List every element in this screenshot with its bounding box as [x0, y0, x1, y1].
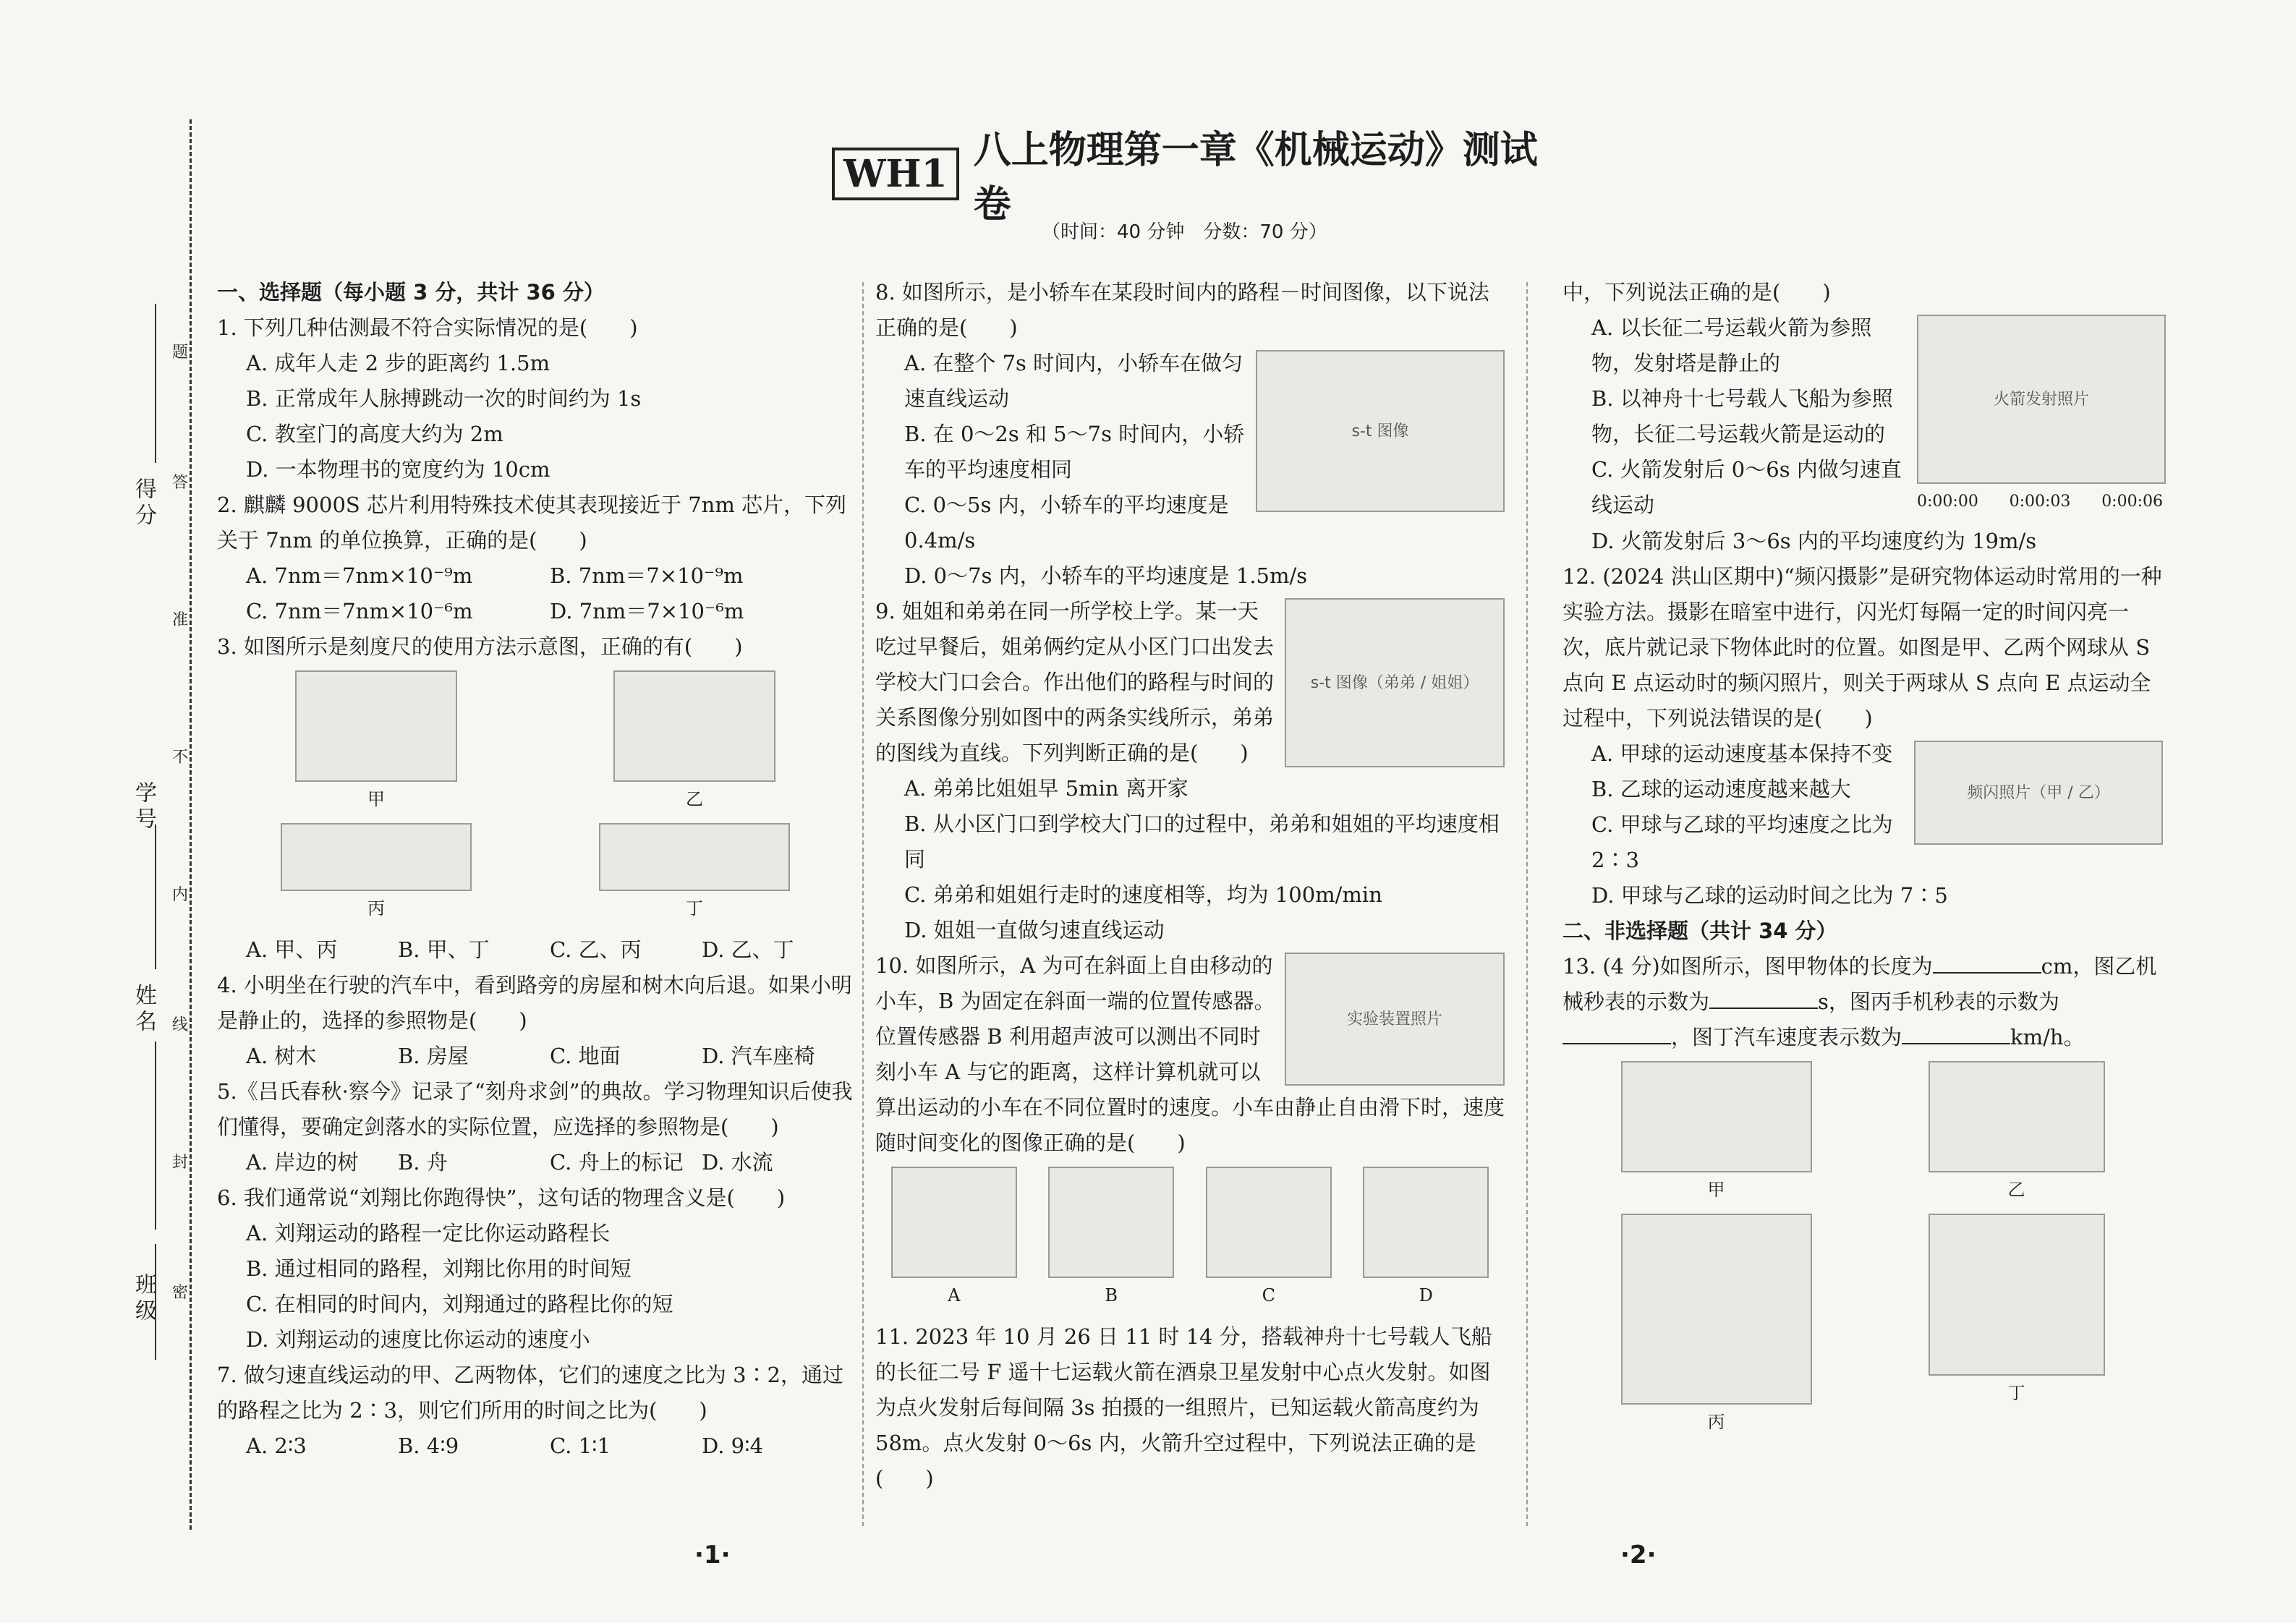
question-5: [217, 1074, 854, 1180]
question-6: [217, 1180, 854, 1358]
question-7: [217, 1358, 854, 1464]
page-number: ·2·: [1620, 1541, 1657, 1569]
option[interactable]: C. 1∶1: [550, 1434, 611, 1458]
figure-caption: 甲: [367, 789, 385, 809]
s-t-graph-figure: s-t 图像（弟弟 / 姐姐）: [1285, 598, 1505, 767]
v-t-graph-c: [1206, 1167, 1332, 1278]
option[interactable]: B. 舟: [398, 1150, 448, 1175]
seal-char: 答: [172, 474, 189, 492]
question-1: [217, 310, 854, 487]
question-stem: 8. 如图所示，是小轿车在某段时间内的路程－时间图像，以下说法正确的是( ): [875, 280, 1489, 340]
option[interactable]: D. 姐姐一直做匀速直线运动: [904, 918, 1165, 942]
column-3: [1562, 275, 2163, 1446]
answer-blank[interactable]: [1933, 972, 2041, 974]
option[interactable]: C. 舟上的标记: [550, 1150, 684, 1175]
question-stem: 2. 麒麟 9000S 芯片利用特殊技术使其表现接近于 7nm 芯片，下列关于 7nm 的单位换算，正确的是( ): [217, 493, 847, 553]
option[interactable]: C. 弟弟和姐姐行走时的速度相等，均为 100m/min: [904, 882, 1382, 907]
option[interactable]: C. 0～5s 内，小轿车的平均速度是 0.4m/s: [904, 493, 1229, 553]
column-1: [217, 275, 854, 1464]
question-9: [875, 594, 1505, 948]
speedometer-figure: [1929, 1214, 2105, 1376]
s-t-graph-figure: s-t 图像: [1256, 350, 1505, 512]
v-t-graph-a: [891, 1167, 1017, 1278]
option[interactable]: C. 甲球与乙球的平均速度之比为 2∶3: [1591, 812, 1893, 872]
sensor-apparatus-photo: 实验装置照片: [1285, 953, 1505, 1086]
option[interactable]: C. 7nm＝7nm×10⁻⁶m: [246, 599, 473, 623]
score-field-line: [155, 304, 156, 463]
question-stem: [1562, 949, 2163, 1055]
option[interactable]: A. 甲、丙: [246, 937, 338, 962]
rocket-launch-photo: 火箭发射照片: [1917, 315, 2166, 484]
option[interactable]: B. 4∶9: [398, 1434, 459, 1458]
option[interactable]: A. 岸边的树: [246, 1150, 359, 1175]
figure-caption: 丁: [2007, 1383, 2025, 1403]
option[interactable]: C. 乙、丙: [550, 937, 642, 962]
measurement-figures-bottom: [1562, 1214, 2163, 1440]
question-11: [875, 1319, 1505, 1496]
option[interactable]: B. 7nm＝7×10⁻⁹m: [550, 563, 744, 588]
ruler-figures-top: [217, 670, 854, 817]
binding-strip: [0, 0, 203, 1623]
question-2: [217, 487, 854, 629]
option[interactable]: A. 弟弟比姐姐早 5min 离开家: [904, 776, 1189, 801]
v-t-graph-b: [1048, 1167, 1174, 1278]
answer-blank[interactable]: [1709, 1008, 1818, 1009]
stem-part: km/h。: [2010, 1025, 2085, 1049]
question-stem: 10. 如图所示，A 为可在斜面上自由移动的小车，B 为固定在斜面一端的位置传感器。位置传感器 B 利用超声波可以测出不同时刻小车 A 与它的距离，这样计算机就可以算出运动的小车在不同位置时的速度。小车由静止自由滑下时，速度随时间变化的图像正确的是( ): [875, 953, 1505, 1155]
option[interactable]: D. 火箭发射后 3～6s 内的平均速度约为 19m/s: [1591, 529, 2037, 553]
answer-blank[interactable]: [1902, 1043, 2010, 1044]
option[interactable]: B. 在 0～2s 和 5～7s 时间内，小轿车的平均速度相同: [904, 422, 1245, 482]
ruler-figure-yi: [613, 670, 775, 782]
option[interactable]: D. 乙、丁: [702, 937, 794, 962]
question-stem: 3. 如图所示是刻度尺的使用方法示意图，正确的有( ): [217, 634, 743, 659]
question-13: [1562, 949, 2163, 1440]
figure-caption: 丙: [1707, 1412, 1725, 1432]
question-12: [1562, 559, 2163, 913]
question-stem: 9. 姐姐和弟弟在同一所学校上学。某一天吃过早餐后，姐弟俩约定从小区门口出发去学校大门口会合。作出他们的路程与时间的关系图像分别如图中的两条实线所示，弟弟的图线为直线。下列判断正确的是( ): [875, 599, 1275, 765]
seal-char: 题: [172, 344, 189, 362]
figure-caption[interactable]: B: [1105, 1285, 1118, 1305]
option[interactable]: D. 7nm＝7×10⁻⁶m: [550, 599, 744, 623]
id-field-line: [155, 825, 156, 969]
option[interactable]: B. 从小区门口到学校大门口的过程中，弟弟和姐姐的平均速度相同: [904, 812, 1500, 872]
ruler-figure-ding: [599, 823, 790, 891]
section-title: 二、非选择题（共计 34 分）: [1562, 919, 1837, 943]
question-10: [875, 948, 1505, 1313]
ruler-length-figure: [1621, 1061, 1812, 1172]
option[interactable]: C. 在相同的时间内，刘翔通过的路程比你的短: [246, 1292, 673, 1316]
figure-caption[interactable]: A: [948, 1285, 961, 1305]
option[interactable]: A. 树木: [246, 1044, 317, 1068]
figure-caption: 丙: [367, 898, 385, 919]
figure-caption[interactable]: D: [1419, 1285, 1433, 1305]
label-student-id: 学号: [131, 781, 156, 833]
question-3: [217, 629, 854, 968]
option[interactable]: B. 以神舟十七号载人飞船为参照物，长征二号运载火箭是运动的: [1591, 386, 1893, 446]
question-stem: 12. (2024 洪山区期中)“频闪摄影”是研究物体运动时常用的一种实验方法。摄影在暗室中进行，闪光灯每隔一定的时间闪亮一次，底片就记录下物体此时的位置。如图是甲、乙两个网球从 S 点向 E 点运动时的频闪照片，则关于两球从 S 点向 E 点运动全过程中，下列说法错误的是( ): [1562, 564, 2162, 730]
stopwatch-figure: [1929, 1061, 2105, 1172]
seal-char: 封: [172, 1154, 189, 1172]
section-title: 一、选择题（每小题 3 分，共计 36 分）: [217, 280, 605, 304]
option[interactable]: D. 一本物理书的宽度约为 10cm: [246, 457, 550, 482]
option[interactable]: A. 2∶3: [246, 1434, 307, 1458]
ruler-figures-bottom: [217, 823, 854, 926]
photo-time: 0:00:03: [2009, 493, 2071, 511]
question-stem: 7. 做匀速直线运动的甲、乙两物体，它们的速度之比为 3∶2，通过的路程之比为 2∶3，则它们所用的时间之比为( ): [217, 1363, 844, 1423]
phone-stopwatch-figure: [1621, 1214, 1812, 1405]
option[interactable]: D. 甲球与乙球的运动时间之比为 7∶5: [1591, 883, 1948, 908]
stem-part: s，图丙手机秒表的示数为: [1818, 989, 2059, 1014]
option[interactable]: D. 水流: [702, 1150, 773, 1175]
figure-caption: 甲: [1707, 1180, 1725, 1200]
ruler-figure-jia: [295, 670, 457, 782]
option[interactable]: D. 0～7s 内，小轿车的平均速度是 1.5m/s: [904, 563, 1308, 588]
seal-char: 内: [172, 886, 189, 904]
question-stem-cont: 中，下列说法正确的是( ): [1562, 280, 1831, 304]
stem-part: ，图丁汽车速度表示数为: [1671, 1025, 1902, 1049]
column-2: [875, 275, 1505, 1496]
option[interactable]: A. 以长征二号运载火箭为参照物，发射塔是静止的: [1591, 315, 1872, 375]
seal-dashed-line: [190, 119, 192, 1530]
label-score: 得分: [131, 477, 156, 529]
seal-char: 准: [172, 611, 189, 629]
photo-time: 0:00:00: [1917, 493, 1978, 511]
option[interactable]: D. 刘翔运动的速度比你运动的速度小: [246, 1327, 590, 1352]
figure-caption: 乙: [686, 789, 703, 809]
question-stem: 11. 2023 年 10 月 26 日 11 时 14 分，搭载神舟十七号载人飞船的长征二号 F 遥十七运载火箭在酒泉卫星发射中心点火发射。如图为点火发射后每间隔 3s 拍摄的一组照片，已知运载火箭高度约为 58m。点火发射 0～6s 内，火箭升空过程中，下列说法正确的是( ): [875, 1324, 1492, 1491]
measurement-figures-top: [1562, 1061, 2163, 1208]
option[interactable]: D. 9∶4: [702, 1434, 764, 1458]
exam-code: WH1: [832, 148, 959, 200]
seal-char: 密: [172, 1284, 189, 1302]
page-number: ·1·: [694, 1541, 731, 1569]
option[interactable]: D. 汽车座椅: [702, 1044, 815, 1068]
question-stem: 6. 我们通常说“刘翔比你跑得快”，这句话的物理含义是( ): [217, 1185, 786, 1210]
rocket-photos: [1917, 315, 2163, 519]
option[interactable]: A. 在整个 7s 时间内，小轿车在做匀速直线运动: [904, 351, 1243, 411]
seal-char: 不: [172, 749, 189, 767]
option[interactable]: B. 房屋: [398, 1044, 469, 1068]
stem-part: 13. (4 分)如图所示，图甲物体的长度为: [1562, 954, 1933, 979]
question-11-cont: [1562, 275, 2163, 559]
name-field-line: [155, 1041, 156, 1230]
question-8: [875, 275, 1505, 594]
question-stem: 1. 下列几种估测最不符合实际情况的是( ): [217, 315, 638, 340]
option[interactable]: A. 甲球的运动速度基本保持不变: [1591, 741, 1893, 766]
option[interactable]: B. 甲、丁: [398, 937, 490, 962]
option[interactable]: A. 成年人走 2 步的距离约 1.5m: [246, 351, 550, 375]
label-name: 姓名: [131, 984, 156, 1036]
question-stem: 4. 小明坐在行驶的汽车中，看到路旁的房屋和树木向后退。如果小明是静止的，选择的参照物是( ): [217, 973, 852, 1033]
v-t-graphs: [875, 1167, 1505, 1313]
option[interactable]: A. 刘翔运动的路程一定比你运动路程长: [246, 1221, 611, 1245]
label-class: 班级: [131, 1273, 156, 1325]
option[interactable]: B. 正常成年人脉搏跳动一次的时间约为 1s: [246, 386, 642, 411]
ruler-figure-bing: [281, 823, 472, 891]
exam-title-text: 八上物理第一章《机械运动》测试卷: [973, 128, 1538, 226]
question-stem: 5.《吕氏春秋·察今》记录了“刻舟求剑”的典故。学习物理知识后使我们懂得，要确定剑落水的实际位置，应选择的参照物是( ): [217, 1079, 853, 1139]
column-divider: [1526, 282, 1528, 1526]
option[interactable]: C. 教室门的高度大约为 2m: [246, 422, 503, 446]
class-field-line: [155, 1244, 156, 1360]
figure-caption: 乙: [2007, 1180, 2025, 1200]
option[interactable]: A. 7nm＝7nm×10⁻⁹m: [246, 563, 473, 588]
column-divider: [862, 282, 864, 1526]
v-t-graph-d: [1363, 1167, 1489, 1278]
figure-caption[interactable]: C: [1262, 1285, 1275, 1305]
answer-blank[interactable]: [1562, 1043, 1671, 1044]
option[interactable]: C. 火箭发射后 0～6s 内做匀速直线运动: [1591, 457, 1902, 517]
exam-title: [832, 128, 1562, 226]
option[interactable]: C. 地面: [550, 1044, 621, 1068]
strobe-photo-figure: 频闪照片（甲 / 乙）: [1914, 741, 2163, 845]
exam-subtitle: （时间：40 分钟 分数：70 分）: [1042, 221, 1327, 243]
option[interactable]: B. 通过相同的路程，刘翔比你用的时间短: [246, 1256, 632, 1281]
option[interactable]: B. 乙球的运动速度越来越大: [1591, 777, 1851, 801]
seal-char: 线: [172, 1016, 189, 1034]
stem-part: cm，图乙机械秒表的示数为: [1562, 954, 2157, 1014]
figure-caption: 丁: [686, 898, 703, 919]
question-4: [217, 968, 854, 1074]
photo-time: 0:00:06: [2101, 493, 2163, 511]
